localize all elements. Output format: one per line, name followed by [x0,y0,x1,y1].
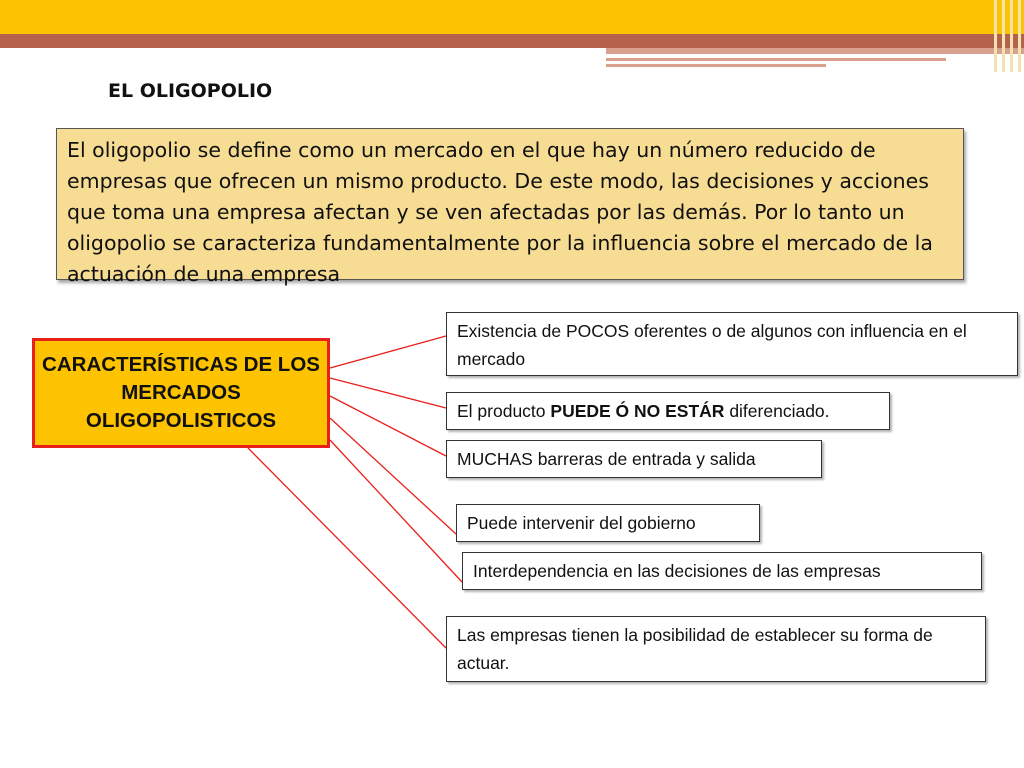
characteristics-line-3: OLIGOPOLISTICOS [85,409,277,432]
characteristic-item-text: MUCHAS barreras de entrada y salida [457,449,756,469]
connector-line [330,336,446,368]
characteristic-item-text: diferenciado. [724,401,830,421]
connector-line [330,418,456,534]
characteristics-line-1: CARACTERÍSTICAS DE LOS [42,353,320,376]
characteristic-item-forma-actuar [446,616,986,682]
slide-title: EL OLIGOPOLIO [108,80,273,102]
characteristic-item-interdependencia [462,552,982,590]
connector-line [330,440,462,582]
characteristic-item-gobierno [456,504,760,542]
characteristics-heading [42,351,320,435]
characteristic-item-text: Interdependencia en las decisiones de las empresas [473,561,881,581]
connector-line [248,448,446,648]
characteristic-item-bold-text: PUEDE Ó NO ESTÁR [550,401,725,421]
characteristic-item-text: Puede intervenir del gobierno [467,513,696,533]
characteristic-item-producto [446,392,890,430]
characteristics-box [32,338,330,448]
characteristic-item-text: Las empresas tienen la posibilidad de establecer su forma de actuar. [457,625,933,673]
definition-box: El oligopolio se define como un mercado en el que hay un número reducido de empresas que ofrecen un mismo producto. De este modo, las decisiones y acciones que toma una empresa afectan y se ven afectadas por las demás. Por lo tanto un oligopolio se caracteriza fundamentalmente por la influencia sobre el mercado de la actuación de una empresa [56,128,964,280]
connector-line [330,378,446,408]
characteristics-line-2: MERCADOS [121,381,241,404]
characteristic-item-barreras [446,440,822,478]
characteristic-item-text: Existencia de POCOS oferentes o de algunos con influencia en el mercado [457,321,967,369]
characteristic-item-text: El producto [457,401,551,421]
characteristic-item-pocos-oferentes [446,312,1018,376]
connector-line [330,396,446,456]
